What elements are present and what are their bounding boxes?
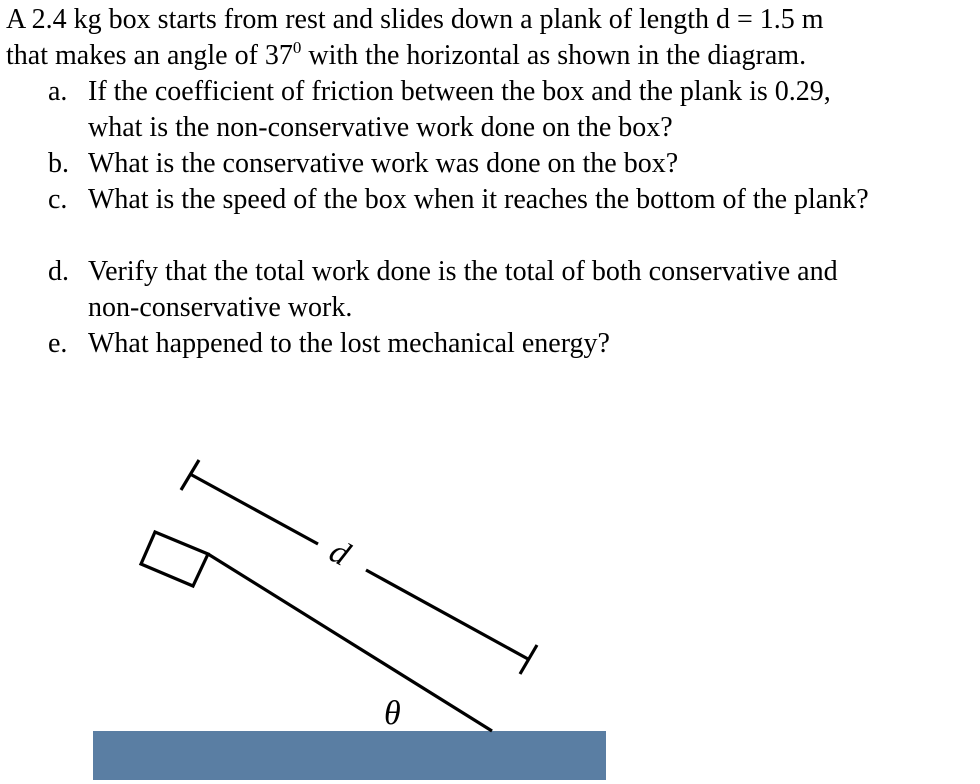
- question-text-line: non-conservative work.: [88, 292, 353, 323]
- question-e: [6, 326, 976, 362]
- length-dimension-lower: [366, 570, 528, 659]
- question-text-line: What happened to the lost mechanical energy?: [88, 328, 610, 359]
- question-text-line: Verify that the total work done is the total of both conservative and: [88, 256, 838, 287]
- question-letter: e.: [48, 328, 68, 359]
- incline-diagram: [0, 440, 980, 784]
- problem-statement: [6, 2, 976, 362]
- length-dimension-tick-top: [181, 460, 199, 490]
- question-text-line: If the coefficient of friction between the box and the plank is 0.29,: [88, 76, 831, 107]
- question-d: [6, 254, 976, 326]
- intro-line-2-start: that makes an angle of 37: [6, 40, 293, 71]
- ground-surface: [93, 731, 606, 780]
- question-a: [6, 74, 976, 146]
- length-dimension-upper: [190, 474, 318, 544]
- question-list: [6, 74, 976, 362]
- intro-line-1: A 2.4 kg box starts from rest and slides down a plank of length d = 1.5 m: [6, 4, 824, 35]
- question-text-line: What is the conservative work was done on the box?: [88, 148, 679, 179]
- length-label-d: d: [323, 532, 356, 574]
- length-dimension-tick-bottom: [520, 645, 537, 674]
- degree-superscript: 0: [292, 37, 302, 57]
- box: [141, 532, 208, 586]
- question-letter: c.: [48, 184, 68, 215]
- problem-intro: [6, 2, 976, 74]
- question-letter: d.: [48, 256, 69, 287]
- question-b: [6, 146, 976, 182]
- question-text-line: What is the speed of the box when it reaches the bottom of the plank?: [88, 184, 869, 215]
- intro-line-2-end: with the horizontal as shown in the diagram.: [301, 40, 807, 71]
- plank-line: [208, 554, 492, 731]
- angle-label-theta: θ: [384, 695, 401, 732]
- question-c: [6, 182, 976, 218]
- question-letter: a.: [48, 76, 68, 107]
- question-letter: b.: [48, 148, 69, 179]
- incline-diagram-svg: [0, 440, 980, 784]
- question-text-line: what is the non-conservative work done on the box?: [88, 112, 673, 143]
